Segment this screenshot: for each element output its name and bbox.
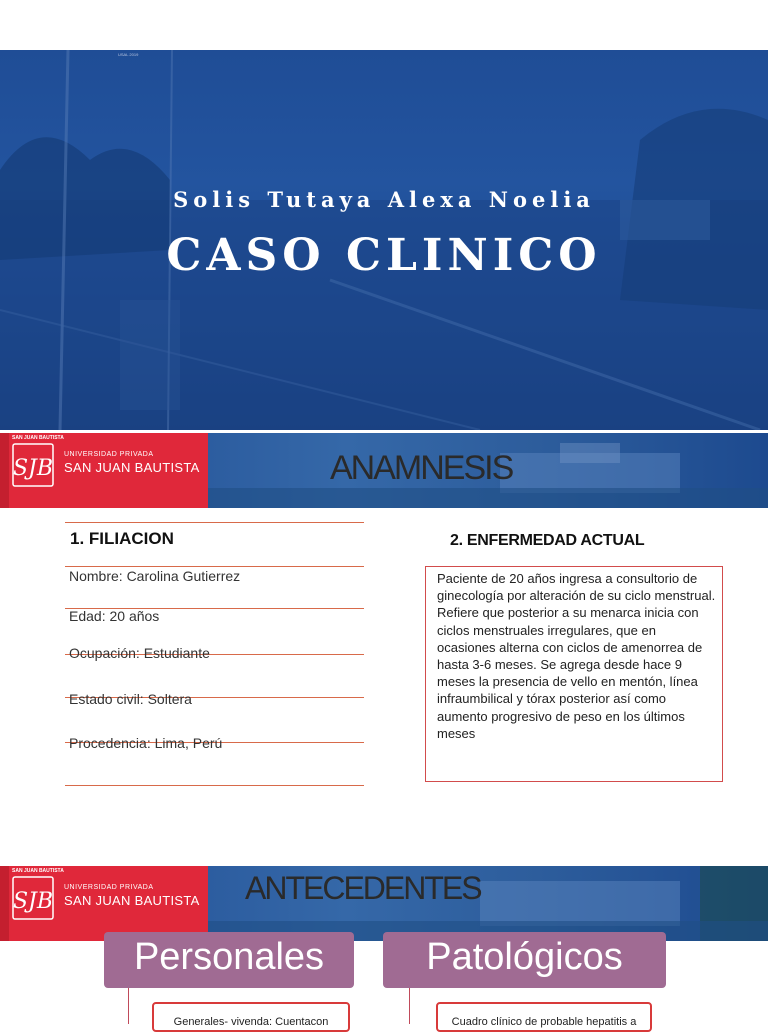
patologicos-box: Cuadro clínico de probable hepatitis a <box>436 1002 652 1032</box>
anamnesis-title: ANAMNESIS <box>330 449 513 487</box>
small-caption: USAL 2019 <box>118 52 139 57</box>
antecedentes-banner <box>0 866 768 941</box>
author-name: Solis Tutaya Alexa Noelia <box>173 187 595 212</box>
sjb-mark-icon <box>12 876 54 920</box>
filiacion-estado-civil: Estado civil: Soltera <box>69 691 192 707</box>
university-logo <box>0 866 208 941</box>
logo-top-text: SAN JUAN BAUTISTA <box>12 868 64 874</box>
connector-line <box>128 988 129 1024</box>
logo-line2: SAN JUAN BAUTISTA <box>64 460 200 475</box>
connector-line <box>409 988 410 1024</box>
filiacion-edad: Edad: 20 años <box>69 608 160 624</box>
sjb-mark-icon <box>12 443 54 487</box>
filiacion-heading: 1. FILIACION <box>70 529 174 548</box>
logo-top-text: SAN JUAN BAUTISTA <box>12 435 64 441</box>
logo-line1: UNIVERSIDAD PRIVADA <box>64 884 154 891</box>
title-slide <box>0 50 768 430</box>
enfermedad-heading: 2. ENFERMEDAD ACTUAL <box>450 532 645 549</box>
personales-pill: Personales <box>104 932 354 988</box>
logo-line2: SAN JUAN BAUTISTA <box>64 893 200 908</box>
svg-text:SJB: SJB <box>12 889 54 914</box>
enfermedad-text-box: Paciente de 20 años ingresa a consultorio de ginecología por alteración de su ciclo menstrual. Refiere que posterior a su menarca inicia con ciclos menstruales irregulares, que en ocasiones alterna con ciclos de amenorrea de hasta 3-6 meses. Se agrega desde hace 9 meses la presencia de vello en mentón, línea infraumbilical y tórax posterior así como aumento progresivo de peso en los últimos meses <box>425 566 723 782</box>
divider <box>65 522 364 523</box>
filiacion-nombre: Nombre: Carolina Gutierrez <box>69 568 241 584</box>
patologicos-pill: Patológicos <box>383 932 666 988</box>
divider <box>65 566 364 567</box>
anamnesis-banner <box>0 433 768 508</box>
slide-title: CASO CLINICO <box>166 230 602 281</box>
svg-text:SJB: SJB <box>12 456 54 481</box>
antecedentes-title: ANTECEDENTES <box>245 870 481 906</box>
university-logo <box>0 433 208 508</box>
filiacion-ocupacion: Ocupación: Estudiante <box>69 645 210 661</box>
logo-line1: UNIVERSIDAD PRIVADA <box>64 451 154 458</box>
filiacion-procedencia: Procedencia: Lima, Perú <box>69 735 223 751</box>
divider <box>65 785 364 786</box>
personales-box: Generales- vivenda: Cuentacon <box>152 1002 350 1032</box>
